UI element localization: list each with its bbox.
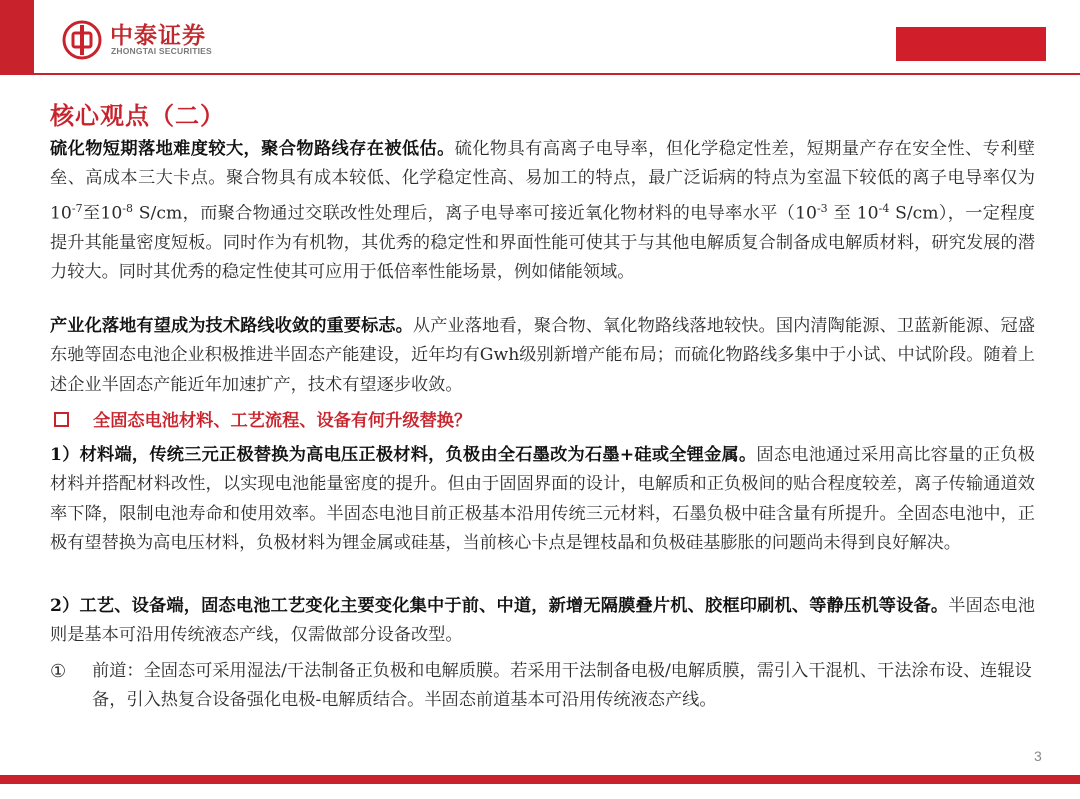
superscript: -4 <box>878 201 890 215</box>
paragraph-lead: 产业化落地有望成为技术路线收敛的重要标志。 <box>50 316 413 336</box>
page-number: 3 <box>1034 748 1042 764</box>
paragraph-text: 半固态电池则是基本可沿用传统液态产线，仅需做部分设备改型。 <box>50 596 1035 646</box>
paragraph-text: 硫化物具有高离子电导率，但化学稳定性差，短期量产存在安全性、专利壁垒、高成本三大卡点。聚合物具有成本较低、化学稳定性高、易加工的特点，最广泛诟病的特点为室温下较低的离子电导率仅为10 <box>50 139 1035 224</box>
paragraph-industrialization <box>50 312 1035 400</box>
paragraph-text: 固态电池通过采用高比容量的正负极材料并搭配材料改性，以实现电池能量密度的提升。但由于固固界面的设计，电解质和正负极间的贴合程度较差，离子传输通道效率下降，限制电池寿命和使用效率。半固态电池目前正极基本沿用传统三元材料，石墨负极中硅含量有所提升。全固态电池中，正极有望替换为高电压材料，负极材料为锂金属或硅基，当前核心卡点是锂枝晶和负极硅基膨胀的问题尚未得到良好解决。 <box>50 445 1035 553</box>
paragraph-text: 至 10 <box>827 203 879 224</box>
brand-name-en: ZHONGTAI SECURITIES <box>111 46 212 56</box>
circled-number-marker: ① <box>50 661 67 682</box>
square-bullet-icon <box>54 412 69 427</box>
paragraph-text: S/cm，而聚合物通过交联改性处理后，离子电导率可接近氧化物材料的电导率水平（10 <box>133 203 817 224</box>
header-red-block <box>896 27 1046 61</box>
paragraph-process-equipment <box>50 592 1035 651</box>
page-title: 核心观点（二） <box>50 101 225 130</box>
header-left-stripe <box>0 0 34 73</box>
paragraph-lead: 硫化物短期落地难度较大，聚合物路线存在被低估。 <box>50 139 455 159</box>
paragraph-text: S/cm），一定程度提升其能量密度短板。同时作为有机物，其优秀的稳定性和界面性能可使其于与其他电解质复合制备成电解质材料，研究发展的潜力较大。同时其优秀的稳定性使其可应用于低倍率性能场景，例如储能领域。 <box>50 203 1035 282</box>
paragraph-lead: 2）工艺、设备端，固态电池工艺变化主要变化集中于前、中道，新增无隔膜叠片机、胶框印刷机、等静压机等设备。 <box>50 596 949 616</box>
footer-bar <box>0 775 1080 784</box>
superscript: -3 <box>816 201 828 215</box>
numbered-item-text: 前道：全固态可采用湿法/干法制备正负极和电解质膜。若采用干法制备电极/电解质膜，需引入干混机、干法涂布设、连辊设备，引入热复合设备强化电极-电解质结合。半固态前道基本可沿用传统液态产线。 <box>92 661 1032 711</box>
paragraph-sulfide-polymer <box>50 135 1035 287</box>
numbered-item-front-process <box>50 657 1035 716</box>
bullet-text: 全固态电池材料、工艺流程、设备有何升级替换？ <box>93 411 472 431</box>
paragraph-materials <box>50 441 1035 558</box>
superscript: -8 <box>122 201 133 215</box>
paragraph-lead: 1）材料端，传统三元正极替换为高电压正极材料，负极由全石墨改为石墨+硅或全锂金属。 <box>50 445 757 465</box>
paragraph-text: 从产业落地看，聚合物、氧化物路线落地较快。国内清陶能源、卫蓝新能源、冠盛东驰等固态电池企业积极推进半固态产能建设，近年均有Gwh级别新增产能布局；而硫化物路线多集中于小试、中试阶段。随着上述企业半固态产能近年加速扩产，技术有望逐步收敛。 <box>50 316 1035 395</box>
brand-name-cn: 中泰证券 <box>110 23 206 49</box>
section-bullet-heading <box>50 407 471 436</box>
paragraph-text: 至10 <box>82 203 123 224</box>
zhongtai-logo-icon <box>62 20 102 60</box>
superscript: -7 <box>71 201 83 215</box>
header-divider <box>0 73 1080 75</box>
